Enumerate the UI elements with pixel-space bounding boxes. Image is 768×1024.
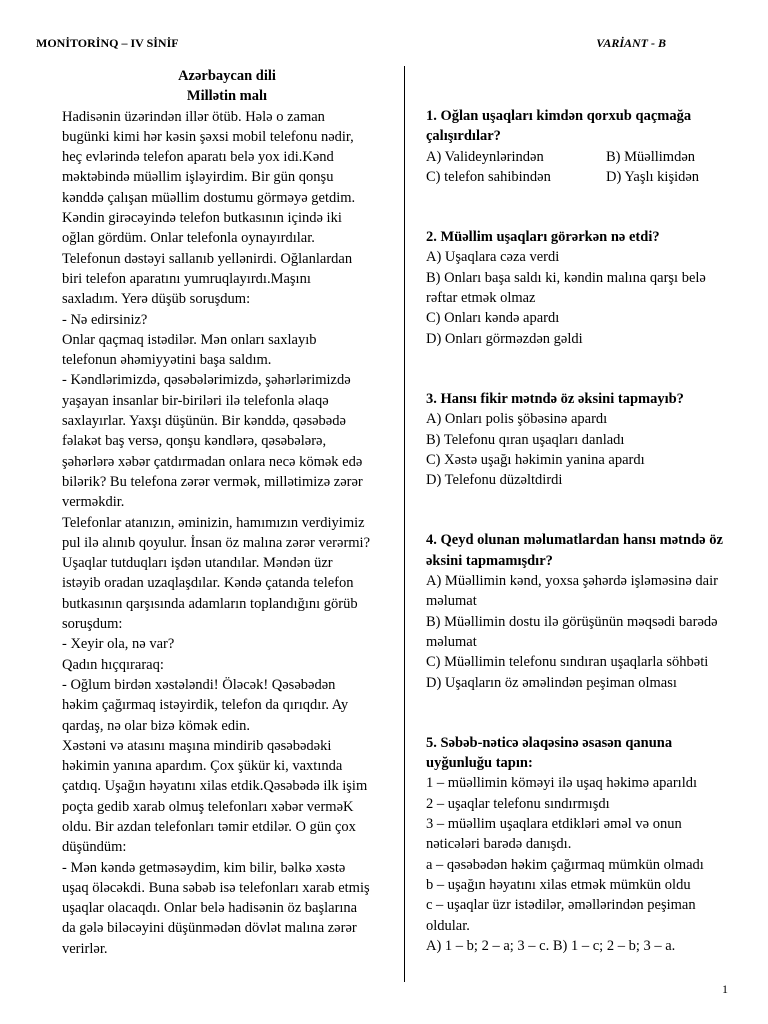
story-line: oldu. Bir azdan telefonları təmir etdilər. O gün çox: [62, 818, 356, 835]
question-4-title: 4. Qeyd olunan məlumatlardan hansı mətndə öz əksini tapmamışdır?: [426, 532, 723, 569]
question-5-item: c – uşaqlar üzr istədilər, əməllərindən peşiman oldular.: [426, 897, 696, 934]
story-line: məktəbində müəllim işləyirdim. Bir gün qonşu: [62, 169, 334, 186]
question-2-title: 2. Müəllim uşaqları görərkən nə etdi?: [426, 229, 660, 246]
subject-heading: Azərbaycan dili: [178, 68, 276, 84]
story-line: saxlayırlar. Yaxşı düşünün. Bir kənddə, qəsəbədə: [62, 413, 346, 430]
story-line: çatdıq. Uşağın həyatını xilas etdik.Qəsəbədə ilk işim: [62, 778, 368, 795]
question-2-option-b: B) Onları başa saldı ki, kəndin malına qarşı belə rəftar etmək olmaz: [426, 269, 706, 307]
page-number: 1: [722, 982, 728, 996]
question-1-option-a: A) Valideynlərindən: [426, 148, 544, 165]
story-line: telefonun əhəmiyyətini başa saldım.: [62, 352, 272, 369]
story-line: uşaqlar olacaqdı. Onlar belə hadisənin öz başlarına: [62, 900, 358, 917]
question-3-title: 3. Hansı fikir mətndə öz əksini tapmayıb?: [426, 390, 684, 407]
column-divider: [404, 66, 405, 982]
question-2-option-a: A) Uşaqlara cəza verdi: [426, 249, 560, 266]
story-line: həkim çağırmaq istəyirdik, telefon da qırıqdır. Ay: [62, 697, 349, 714]
question-5-item: b – uşağın həyatını xilas etmək mümkün oldu: [426, 876, 691, 893]
question-3-option-c: C) Xəstə uşağı həkimin yanina apardı: [426, 451, 645, 468]
story-line: pul ilə alınıb qoyulur. İnsan öz malına zərər verərmi?: [62, 534, 371, 551]
story-line: yaşayan insanlar bir-biriləri ilə telefonla əlaqə: [62, 392, 329, 409]
question-2: [426, 227, 726, 349]
story-line: fəlakət baş versə, qonşu kəndlərə, qəsəbələrə,: [62, 433, 327, 450]
question-3-option-a: A) Onları polis şöbəsinə apardı: [426, 411, 608, 428]
question-2-option-d: D) Onları görməzdən gəldi: [426, 330, 583, 347]
question-4-option-d: D) Uşaqların öz əməlindən peşiman olması: [426, 674, 677, 691]
story-line: Hadisənin üzərindən illər ötüb. Hələ o zaman: [62, 108, 325, 125]
question-5-item: 1 – müəllimin köməyi ilə uşaq həkimə aparıldı: [426, 775, 698, 792]
story-line: uşaq öləcəkdi. Buna səbəb isə telefonları xarab etmiş: [62, 879, 370, 896]
story-line: da gələ biləcəyini düşünmədən dövlət malına zərər: [62, 920, 357, 937]
question-1-option-d: D) Yaşlı kişidən: [606, 168, 700, 185]
variant-label: VARİANT - B: [596, 36, 666, 50]
question-2-option-c: C) Onları kəndə apardı: [426, 310, 560, 327]
story-column: [62, 66, 392, 959]
story-line: - Nə edirsiniz?: [62, 311, 148, 328]
story-title: Millətin malı: [186, 88, 268, 105]
story-line: Uşaqlar tutduqları işdən utandılar. Məndən üzr: [62, 555, 333, 572]
story-line: butkasının qarşısında adamların toplandığını görüb: [62, 595, 358, 612]
header-title: MONİTORİNQ – IV SİNİF: [36, 36, 179, 50]
question-5-item: 3 – müəllim uşaqlara etdikləri əməl və onun nəticələri barədə danışdı.: [426, 816, 682, 853]
story-line: - Kəndlərimizdə, qəsəbələrimizdə, şəhərlərimizdə: [62, 372, 351, 389]
story-line: Qadın hıçqıraraq:: [62, 656, 164, 673]
story-line: şəhərlərə xəbər çatdırmadan onlara necə kömək edə: [62, 453, 363, 470]
story-line: saxladım. Yerə düşüb soruşdum:: [62, 291, 251, 308]
story-line: Xəstəni və atasını maşına mindirib qəsəbədəki: [62, 737, 332, 754]
question-1-option-b: B) Müəllimdən: [606, 148, 696, 165]
story-line: qardaş, nə olar bizə kömək edin.: [62, 717, 251, 734]
story-line: oğlan gördüm. Onlar telefonla oynayırdılar.: [62, 230, 315, 247]
story-line: verməkdir.: [62, 494, 125, 511]
question-5-item: 2 – uşaqlar telefonu sındırmışdı: [426, 795, 610, 812]
question-3: [426, 389, 726, 490]
question-1-option-c: C) telefon sahibindən: [426, 168, 551, 185]
story-line: soruşdum:: [62, 616, 123, 633]
story-line: bugünki kimi hər kəsin şəxsi mobil telefonu nədir,: [62, 128, 354, 145]
question-4-option-a: A) Müəllimin kənd, yoxsa şəhərdə işləməsinə dair məlumat: [426, 573, 718, 610]
question-1: [426, 106, 726, 187]
story-line: istəyib oradan uzaqlaşdılar. Kəndə çatanda telefon: [62, 575, 354, 592]
story-body: [62, 107, 392, 959]
story-line: bilərik? Bu telefona zərər vermək, millətimizə zərər: [62, 473, 363, 490]
story-line: düşündüm:: [62, 839, 127, 856]
story-line: Telefonun dəstəyi sallanıb yellənirdi. Oğlanlardan: [62, 250, 353, 267]
question-5-answers: A) 1 – b; 2 – a; 3 – c. B) 1 – c; 2 – b; 3 – a.: [426, 937, 676, 954]
questions-column: [426, 106, 726, 956]
story-line: Onlar qaçmaq istədilər. Mən onları saxlayıb: [62, 331, 317, 348]
story-line: Telefonlar atanızın, əminizin, hamımızın verdiyimiz: [62, 514, 365, 531]
question-4-option-c: C) Müəllimin telefonu sındıran uşaqlarla söhbəti: [426, 654, 709, 671]
question-3-option-b: B) Telefonu qıran uşaqları danladı: [426, 431, 625, 448]
question-1-title: 1. Oğlan uşaqları kimdən qorxub qaçmağa çalışırdılar?: [426, 108, 692, 145]
question-5-title: 5. Səbəb-nəticə əlaqəsinə əsasən qanuna uyğunluğu tapın:: [426, 734, 673, 772]
question-5-item: a – qəsəbədən həkim çağırmaq mümkün olmadı: [426, 856, 704, 873]
story-line: heç evlərində telefon aparatı belə yox idi.Kənd: [62, 149, 334, 166]
story-line: - Xeyir ola, nə var?: [62, 636, 175, 653]
story-line: verirlər.: [62, 940, 108, 957]
question-5: [426, 733, 726, 956]
story-line: - Mən kəndə getməsəydim, kim bilir, bəlkə xəstə: [62, 859, 346, 876]
story-line: biri telefon aparatını yumruqlayırdı.Maşını: [62, 270, 311, 287]
story-line: - Oğlum birdən xəstələndi! Öləcək! Qəsəbədən: [62, 676, 336, 693]
story-line: kənddə çalışan müəllim dostumu görməyə getdim.: [62, 189, 356, 206]
story-line: poçta gedib xarab olmuş telefonları xəbər verməK: [62, 798, 354, 815]
story-line: Kəndin girəcəyində telefon butkasının içində iki: [62, 210, 342, 227]
question-4-option-b: B) Müəllimin dostu ilə görüşünün məqsədi barədə məlumat: [426, 613, 718, 650]
story-line: həkimin yanına apardım. Çox şükür ki, vaxtında: [62, 758, 343, 775]
question-4: [426, 530, 726, 692]
question-3-option-d: D) Telefonu düzəltdirdi: [426, 472, 563, 489]
